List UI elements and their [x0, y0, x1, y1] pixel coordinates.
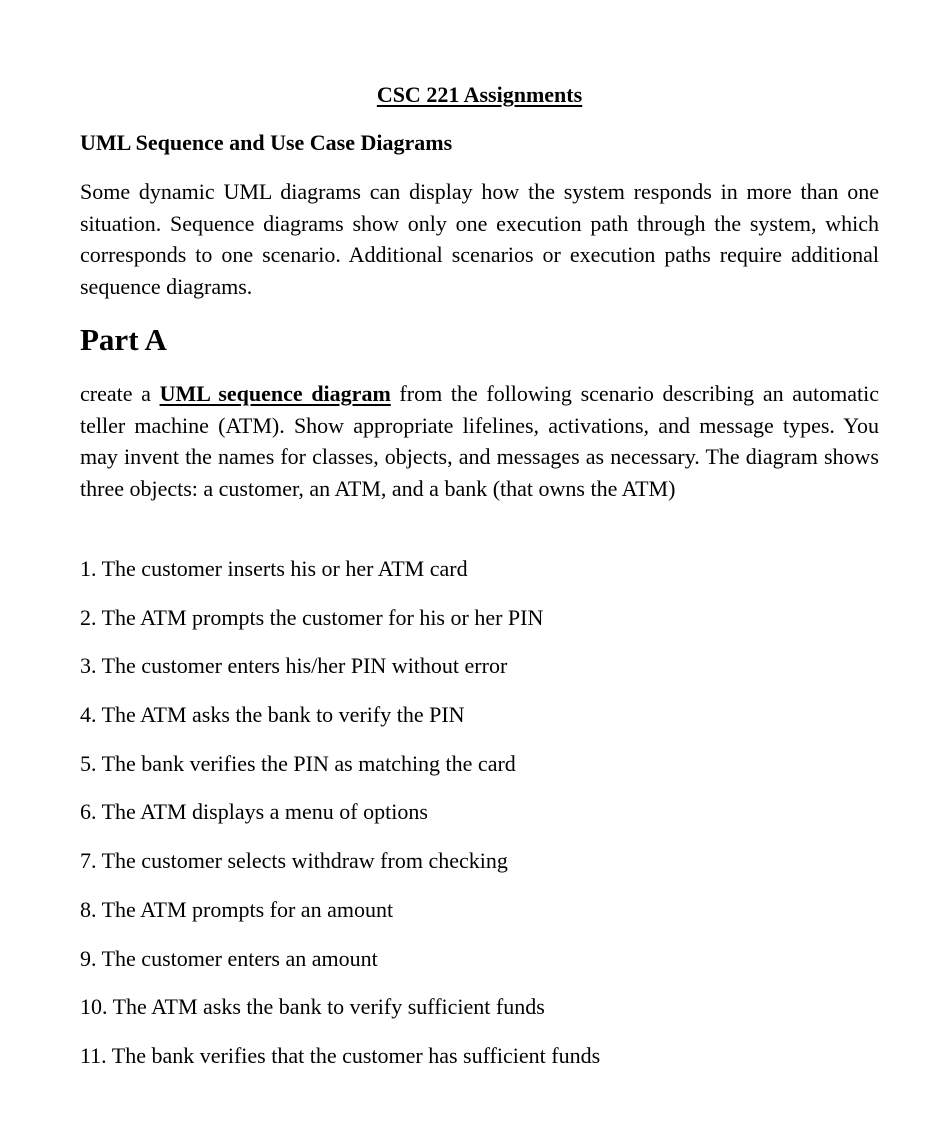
list-item: 11. The bank verifies that the customer has sufficient funds — [80, 1042, 601, 1068]
list-item: 6. The ATM displays a menu of options — [80, 799, 428, 825]
part-a-heading: Part A — [80, 322, 167, 357]
part-a-rest: from the following scenario describing an automatic teller machine (ATM). Show appropriate lifelines, activations, and message types. You may invent the names for classes, objects, and messages as necessary. The diagram shows three objects: a customer, an ATM, and a bank (that owns the ATM) — [80, 381, 879, 502]
intro-paragraph: Some dynamic UML diagrams can display how the system responds in more than one situation. Sequence diagrams show only one execution path through the system, which corresponds to one scenario. Additional scenarios or execution paths require additional sequence diagrams. — [80, 179, 879, 300]
document-title: CSC 221 Assignments — [376, 82, 583, 107]
list-item: 3. The customer enters his/her PIN without error — [80, 653, 508, 679]
section-heading: UML Sequence and Use Case Diagrams — [80, 130, 453, 155]
list-item: 9. The customer enters an amount — [80, 945, 378, 971]
list-item: 7. The customer selects withdraw from checking — [80, 848, 508, 874]
list-item: 10. The ATM asks the bank to verify sufficient funds — [80, 994, 545, 1020]
list-item: 4. The ATM asks the bank to verify the PIN — [80, 702, 465, 728]
list-item: 5. The bank verifies the PIN as matching the card — [80, 750, 516, 776]
list-item: 2. The ATM prompts the customer for his or her PIN — [80, 604, 544, 630]
part-a-lead: create a — [80, 381, 151, 406]
scenario-steps-list — [80, 553, 600, 1089]
list-item: 8. The ATM prompts for an amount — [80, 896, 394, 922]
part-a-paragraph — [80, 378, 879, 505]
list-item: 1. The customer inserts his or her ATM card — [80, 556, 468, 581]
part-a-emphasis: UML sequence diagram — [159, 381, 391, 406]
